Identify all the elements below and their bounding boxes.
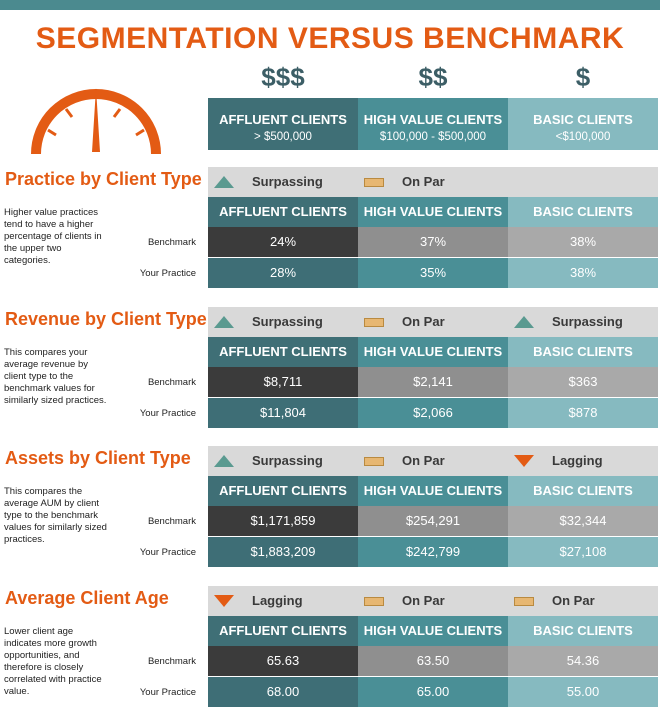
rectangle-icon — [514, 597, 534, 606]
header-basic — [508, 98, 658, 150]
section-practice-by-client-type — [0, 167, 660, 307]
triangle-up-icon — [514, 316, 534, 328]
row-label-benchmark: Benchmark — [147, 377, 196, 388]
practice-high-value: $2,066 — [358, 398, 508, 428]
benchmark-high-value: 63.50 — [358, 646, 508, 676]
section-assets-by-client-type — [0, 446, 660, 586]
status-label: Lagging — [252, 593, 303, 608]
column-header-affluent: AFFLUENT CLIENTS — [208, 337, 358, 367]
column-header-high-value: HIGH VALUE CLIENTS — [358, 616, 508, 646]
status-bar — [208, 307, 658, 337]
column-header-basic: BASIC CLIENTS — [508, 476, 658, 506]
row-label-practice: Your Practice — [139, 268, 196, 279]
dollar-sign-affluent: $$$ — [261, 62, 305, 92]
practice-affluent: 28% — [208, 258, 358, 288]
practice-high-value: $242,799 — [358, 537, 508, 567]
status-label: On Par — [402, 314, 445, 329]
status-high-value — [358, 167, 508, 197]
header-column-range: > $500,000 — [254, 131, 312, 143]
header-column-name: HIGH VALUE CLIENTS — [363, 112, 503, 127]
status-label: Surpassing — [252, 174, 323, 189]
benchmark-high-value: $2,141 — [358, 367, 508, 397]
status-basic — [508, 446, 658, 476]
column-header-basic: BASIC CLIENTS — [508, 337, 658, 367]
status-bar — [208, 586, 658, 616]
practice-basic: $878 — [508, 398, 658, 428]
benchmark-affluent: 65.63 — [208, 646, 358, 676]
header-column-range: <$100,000 — [555, 131, 611, 143]
section-description: This compares the average AUM by client type to the benchmark values for similarly sized practices. — [4, 486, 107, 545]
column-header-affluent: AFFLUENT CLIENTS — [208, 476, 358, 506]
status-label: On Par — [402, 174, 445, 189]
status-label: Lagging — [552, 453, 603, 468]
section-description: Lower client age indicates more growth opportunities, and therefore is closely correlated with practice value. — [4, 626, 102, 697]
benchmark-basic: 38% — [508, 227, 658, 257]
triangle-up-icon — [214, 455, 234, 467]
status-label: Surpassing — [252, 453, 323, 468]
practice-basic: 55.00 — [508, 677, 658, 707]
status-label: Surpassing — [552, 314, 623, 329]
section-description: Higher value practices tend to have a higher percentage of clients in the upper two categories. — [4, 207, 102, 266]
row-label-benchmark: Benchmark — [147, 656, 196, 667]
status-affluent — [208, 586, 358, 616]
row-label-practice: Your Practice — [139, 547, 196, 558]
benchmark-high-value: $254,291 — [358, 506, 508, 536]
top-accent-bar — [0, 0, 660, 10]
practice-affluent: $1,883,209 — [208, 537, 358, 567]
section-title: Average Client Age — [5, 588, 169, 608]
practice-basic: $27,108 — [508, 537, 658, 567]
section-title: Revenue by Client Type — [5, 309, 207, 329]
status-affluent — [208, 446, 358, 476]
section-title: Practice by Client Type — [5, 169, 202, 189]
triangle-down-icon — [214, 595, 234, 607]
status-high-value — [358, 446, 508, 476]
column-header-basic: BASIC CLIENTS — [508, 197, 658, 227]
section-title: Assets by Client Type — [5, 448, 191, 468]
column-header-high-value: HIGH VALUE CLIENTS — [358, 197, 508, 227]
status-label: On Par — [402, 453, 445, 468]
header-affluent — [208, 98, 358, 150]
benchmark-basic: 54.36 — [508, 646, 658, 676]
practice-high-value: 35% — [358, 258, 508, 288]
row-label-benchmark: Benchmark — [147, 237, 196, 248]
column-header-affluent: AFFLUENT CLIENTS — [208, 197, 358, 227]
dollar-sign-high-value: $$ — [418, 62, 448, 92]
status-basic — [508, 307, 658, 337]
status-label: On Par — [402, 593, 445, 608]
status-high-value — [358, 307, 508, 337]
section-description: This compares your average revenue by client type to the benchmark values for similarly sized practices. — [4, 347, 107, 406]
row-label-benchmark: Benchmark — [147, 516, 196, 527]
triangle-up-icon — [214, 176, 234, 188]
page-title: SEGMENTATION VERSUS BENCHMARK — [35, 22, 625, 55]
header-column-name: BASIC CLIENTS — [533, 112, 633, 127]
benchmark-high-value: 37% — [358, 227, 508, 257]
status-affluent — [208, 167, 358, 197]
benchmark-basic: $32,344 — [508, 506, 658, 536]
practice-affluent: $11,804 — [208, 398, 358, 428]
rectangle-icon — [364, 597, 384, 606]
triangle-down-icon — [514, 455, 534, 467]
rectangle-icon — [364, 457, 384, 466]
benchmark-affluent: $1,171,859 — [208, 506, 358, 536]
benchmark-affluent: $8,711 — [208, 367, 358, 397]
section-revenue-by-client-type — [0, 307, 660, 447]
speedometer-icon — [28, 82, 164, 158]
status-bar — [208, 167, 658, 197]
column-header-basic: BASIC CLIENTS — [508, 616, 658, 646]
column-header-high-value: HIGH VALUE CLIENTS — [358, 476, 508, 506]
header-column-range: $100,000 - $500,000 — [379, 131, 487, 143]
practice-high-value: 65.00 — [358, 677, 508, 707]
benchmark-basic: $363 — [508, 367, 658, 397]
status-label: Surpassing — [252, 314, 323, 329]
practice-affluent: 68.00 — [208, 677, 358, 707]
row-label-practice: Your Practice — [139, 408, 196, 419]
triangle-up-icon — [214, 316, 234, 328]
header-high-value — [358, 98, 508, 150]
status-label: On Par — [552, 593, 595, 608]
section-average-client-age — [0, 586, 660, 714]
header-column-name: AFFLUENT CLIENTS — [219, 112, 347, 127]
status-affluent — [208, 307, 358, 337]
status-basic — [508, 586, 658, 616]
status-bar — [208, 446, 658, 476]
row-label-practice: Your Practice — [139, 687, 196, 698]
benchmark-affluent: 24% — [208, 227, 358, 257]
rectangle-icon — [364, 178, 384, 187]
rectangle-icon — [364, 318, 384, 327]
dollar-sign-basic: $ — [575, 62, 591, 92]
column-header-high-value: HIGH VALUE CLIENTS — [358, 337, 508, 367]
status-high-value — [358, 586, 508, 616]
column-header-affluent: AFFLUENT CLIENTS — [208, 616, 358, 646]
practice-basic: 38% — [508, 258, 658, 288]
